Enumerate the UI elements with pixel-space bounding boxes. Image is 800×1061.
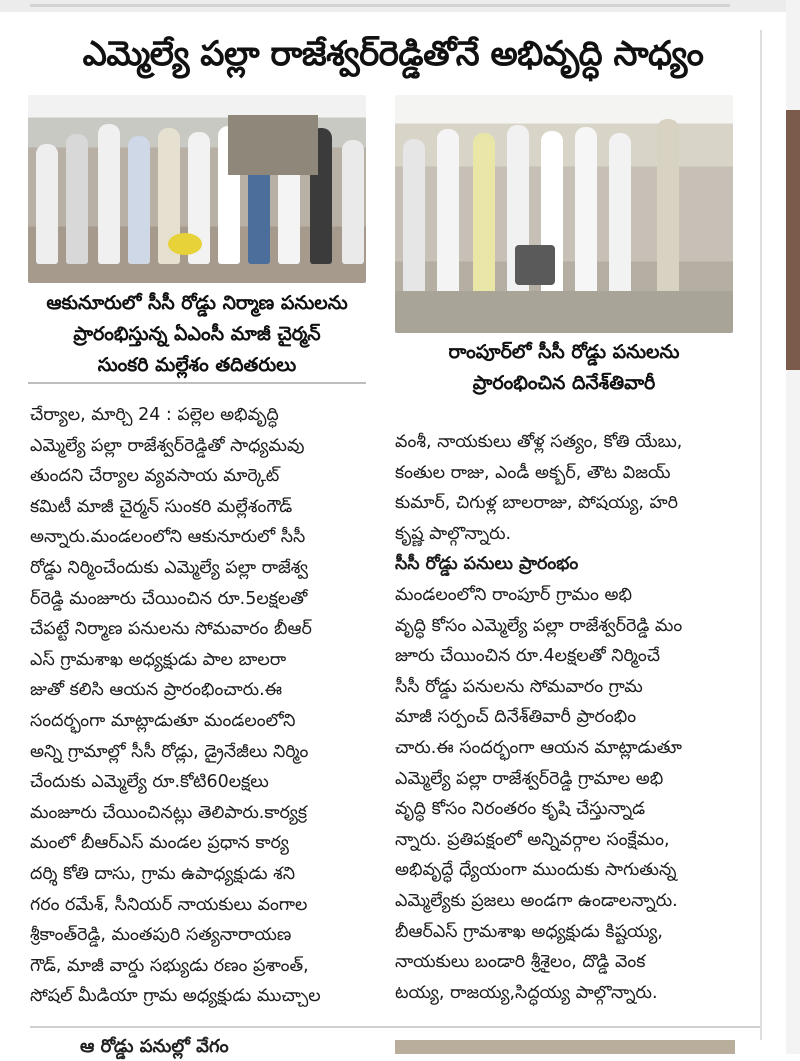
- article-line: చేపట్టే నిర్మాణ పనులను సోమవారం బీఆర్: [30, 619, 312, 640]
- page-top-band: [0, 0, 800, 12]
- article-line: చేర్యాల, మార్చి 24 : పల్లెల అభివృద్ధి: [30, 405, 279, 425]
- article-line: మండలంలోని రాంపూర్ గ్రామం అభి: [395, 584, 632, 605]
- photo2-caption-line: రాంపూర్‌లో సీసీ రోడ్డు పనులను: [448, 341, 680, 363]
- headline: ఎమ్మెల్యే పల్లా రాజేశ్వర్‌రెడ్డితోనే అభివృద్ధి సాధ్యం: [82, 34, 704, 74]
- top-rule: [30, 4, 730, 7]
- article-line: తుందని చేర్యాల వ్యవసాయ మార్కెట్: [30, 466, 280, 487]
- article-line: న్నారు. ప్రతిపక్షంలో అన్నివర్గాల సంక్షేమం,: [395, 829, 670, 850]
- photo-akunuru-road-work: [28, 95, 366, 283]
- photo1-caption-line: సుంకరి మల్లేశం తదితరులు: [97, 354, 297, 376]
- article-line: టయ్య, రాజయ్య,సిద్ధయ్య పాల్గొన్నారు.: [395, 982, 658, 1003]
- article-line: వృద్ధి కోసం నిరంతరం కృషి చేస్తున్నాడ: [395, 799, 646, 820]
- article-line: అన్నారు.మండలంలోని ఆకునూరులో సీసీ: [30, 527, 306, 548]
- article-line: అన్ని గ్రామాల్లో సీసీ రోడ్లు, డ్రైనేజీలు నిర్మిం: [30, 741, 309, 762]
- article-column-2: [395, 427, 739, 1008]
- photo1-caption-line: ఆకునూరులో సీసీ రోడ్డు నిర్మాణ పనులను: [46, 292, 348, 314]
- article-line: శ్రీకాంత్‌రెడ్డి, మంతపురి సత్యనారాయణ: [30, 925, 292, 946]
- photo-rampur-road-work: [395, 95, 733, 333]
- caption-divider: [28, 382, 366, 384]
- article-line: నాయకులు బండారి శ్రీశైలం, దొడ్డి వెంక: [395, 952, 646, 973]
- article-line: ఎస్ గ్రామశాఖ అధ్యక్షుడు పాల బాలరా: [30, 649, 287, 670]
- article-line: రోడ్డు నిర్మించేందుకు ఎమ్మెల్యే పల్లా రాజేశ్వ: [30, 557, 309, 578]
- article-line: కంతుల రాజు, ఎండీ అక్బర్, తౌట విజయ్: [395, 462, 671, 483]
- photo1-caption-line: ప్రారంభిస్తున్న ఏఎంసీ మాజీ చైర్మన్: [73, 323, 321, 345]
- article-line: మంజూరు చేయించినట్లు తెలిపారు.కార్యక్ర: [30, 802, 308, 823]
- article-column-1: [30, 400, 374, 1012]
- photo1-caption: [28, 288, 366, 381]
- article-line: చేందుకు ఎమ్మెల్యే రూ.కోటి60లక్షలు: [30, 772, 269, 793]
- adjacent-article-strip: [786, 0, 800, 1054]
- adjacent-photo-edge: [786, 110, 800, 370]
- subheading: సీసీ రోడ్డు పనులు ప్రారంభం: [395, 554, 579, 575]
- article-line: ఎమ్మెల్యే పల్లా రాజేశ్వర్‌రెడ్డి గ్రామాల అభి: [395, 768, 664, 789]
- article-line: సీసీ రోడ్డు పనులను సోమవారం గ్రామ: [395, 676, 643, 697]
- article-line: జుతో కలిసి ఆయన ప్రారంభించారు.ఈ: [30, 680, 283, 701]
- article-line: వంశీ, నాయకులు తోళ్ల సత్యం, కోతి యేబు,: [395, 432, 683, 452]
- photo2-caption-line: ప్రారంభించిన దినేశ్‌తివారీ: [472, 372, 656, 394]
- article-line: ఎమ్మెల్యేకు ప్రజలు అండగా ఉండాలన్నారు.: [395, 890, 678, 911]
- article-line: అభివృద్ధే ధ్యేయంగా ముందుకు సాగుతున్న: [395, 860, 677, 881]
- next-article-headline-snippet: ఆ రోడ్డు పనుల్లో వేగం: [80, 1036, 229, 1057]
- column-divider: [760, 30, 762, 1040]
- next-article-photo-edge: [395, 1040, 735, 1054]
- article-line: గౌడ్, మాజీ వార్డు సభ్యుడు రణం ప్రశాంత్,: [30, 955, 309, 976]
- article-line: వృద్ధి కోసం ఎమ్మెల్యే పల్లా రాజేశ్వర్‌రెడ్డి మం: [395, 615, 683, 636]
- article-line: చారు.ఈ సందర్భంగా ఆయన మాట్లాడుతూ: [395, 737, 682, 758]
- photo2-caption: [395, 337, 733, 399]
- article-line: కమిటీ మాజీ చైర్మన్ సుంకరి మల్లేశంగౌడ్: [30, 496, 293, 517]
- article-line: ఎమ్మెల్యే పల్లా రాజేశ్వర్‌రెడ్డితో సాధ్యమవు: [30, 435, 305, 456]
- article-line: జూరు చేయించిన రూ.4లక్షలతో నిర్మించే: [395, 646, 660, 667]
- article-line: గరం రమేశ్, సీనియర్ నాయకులు వంగాల: [30, 894, 308, 915]
- article-line: బీఆర్ఎస్ గ్రామశాఖ అధ్యక్షుడు కిష్టయ్య,: [395, 921, 663, 942]
- article-line: సందర్భంగా మాట్లాడుతూ మండలంలోని: [30, 710, 296, 731]
- article-line: ర్‌రెడ్డి మంజూరు చేయించిన రూ.5లక్షలతో: [30, 588, 308, 609]
- article-line: దర్శి కోతి దాసు, గ్రామ ఉపాధ్యక్షుడు శని: [30, 863, 296, 884]
- article-line: కృష్ణ పాల్గొన్నారు.: [395, 523, 512, 544]
- bottom-rule: [30, 1026, 760, 1028]
- article-line: సోషల్ మీడియా గ్రామ అధ్యక్షుడు ముచ్చాల: [30, 986, 321, 1007]
- article-line: కుమార్, చిగుళ్ల బాలరాజు, పోషయ్య, హరి: [395, 493, 678, 514]
- article-line: మంలో బీఆర్ఎస్ మండల ప్రధాన కార్య: [30, 833, 289, 854]
- article-line: మాజీ సర్పంచ్ దినేశ్‌తివారీ ప్రారంభిం: [395, 707, 637, 728]
